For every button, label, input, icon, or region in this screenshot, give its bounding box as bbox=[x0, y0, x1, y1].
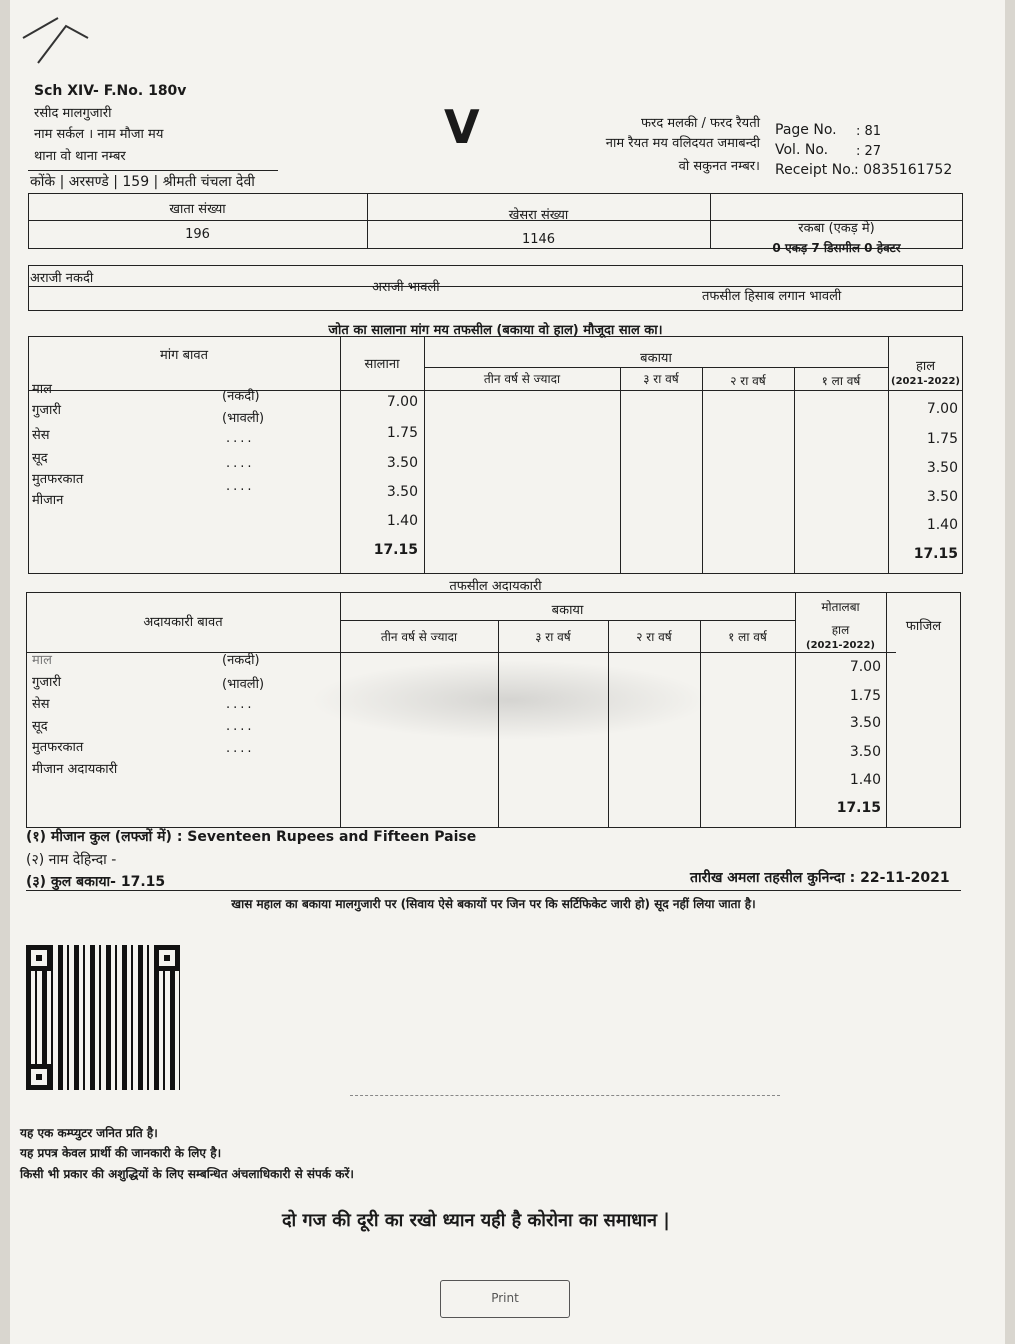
pen-mark-icon bbox=[18, 8, 98, 78]
haal-value: 1.75 bbox=[926, 431, 958, 447]
total-in-words: (१) मीजान कुल (लफ्जों में) : Seventeen Rupees and Fifteen Paise bbox=[26, 829, 477, 845]
haal-value: 3.50 bbox=[926, 460, 958, 476]
pay-haal-value: 3.50 bbox=[849, 715, 881, 731]
rakba-header: रकबा (एकड़ मे) bbox=[798, 221, 875, 236]
salana-value: 1.40 bbox=[386, 513, 418, 529]
header-right2: नाम रैयत मय वलिदयत जमाबन्दी bbox=[605, 136, 760, 151]
col-2-varsh: २ रा वर्ष bbox=[730, 374, 766, 388]
page-value: : 81 bbox=[856, 124, 882, 139]
vol-value: : 27 bbox=[856, 144, 882, 159]
araji-nakdi: अराजी नकदी bbox=[30, 271, 94, 286]
pay-dots: .... bbox=[226, 697, 255, 712]
col-pay-1: १ ला वर्ष bbox=[728, 630, 767, 644]
receipt-date: तारीख अमला तहसील कुनिन्दा : 22-11-2021 bbox=[690, 870, 950, 886]
col-pay-3: ३ रा वर्ष bbox=[535, 630, 571, 644]
pay-sub-bhawli: (भावली) bbox=[222, 677, 265, 692]
sood-note: खास महाल का बकाया मालगुजारी पर (सिवाय ऐसे बकायों पर जिन पर कि सर्टिफिकेट जारी हो) सूद नहीं लिया जाता है। bbox=[231, 897, 756, 911]
salana-value: 3.50 bbox=[386, 455, 418, 471]
araji-bhawli: अराजी भावली bbox=[372, 280, 440, 295]
pay-item-gujari: गुजारी bbox=[32, 675, 62, 690]
pay-haal-value: 1.40 bbox=[849, 772, 881, 788]
sch-number: Sch XIV- F.No. 180v bbox=[34, 83, 187, 99]
pay-haal-value: 1.75 bbox=[849, 688, 881, 704]
qr-code-icon bbox=[26, 945, 180, 1090]
khesra-header: खेसरा संख्या bbox=[508, 208, 569, 223]
header-line2: नाम सर्कल । नाम मौजा मय bbox=[34, 127, 164, 142]
demand-item-mizan: मीजान bbox=[32, 493, 64, 508]
demand-dots: .... bbox=[226, 456, 255, 471]
demand-item-sood: सूद bbox=[32, 451, 48, 466]
col-pay-haal: हाल bbox=[831, 623, 850, 637]
haal-total: 17.15 bbox=[913, 546, 958, 562]
demand-dots: .... bbox=[226, 479, 255, 494]
vol-label: Vol. No. bbox=[775, 142, 829, 158]
pay-dots: .... bbox=[226, 719, 255, 734]
salana-total: 17.15 bbox=[373, 542, 418, 558]
rakba-value: 0 एकड़ 7 डिसमील 0 हेक्टर bbox=[772, 241, 901, 255]
header-right1: फरद मलकी / फरद रैयती bbox=[641, 116, 760, 131]
header-line3: थाना वो थाना नम्बर bbox=[34, 149, 126, 164]
khata-value: 196 bbox=[185, 227, 210, 242]
corona-slogan: दो गज की दूरी का रखो ध्यान यही है कोरोना का समाधान | bbox=[282, 1210, 670, 1231]
col-motalba: मोतालबा bbox=[821, 600, 860, 614]
demand-item-mutafarkat: मुतफरकात bbox=[32, 472, 84, 487]
demand-sub-bhawli: (भावली) bbox=[222, 411, 265, 426]
header-right3: वो सकुनत नम्बर। bbox=[678, 159, 760, 174]
pay-item-ses: सेस bbox=[32, 697, 50, 712]
total-bakaya: (३) कुल बकाया- 17.15 bbox=[26, 874, 166, 890]
page-label: Page No. bbox=[775, 122, 837, 138]
haal-value: 7.00 bbox=[926, 401, 958, 417]
khata-header: खाता संख्या bbox=[169, 202, 226, 217]
demand-item-gujari: गुजारी bbox=[32, 403, 62, 418]
demand-item-ses: सेस bbox=[32, 428, 50, 443]
col-adaya-bawat: अदायकारी बावत bbox=[143, 615, 223, 630]
col-pay-bakaya: बकाया bbox=[551, 603, 584, 618]
receipt-value: : 0835161752 bbox=[854, 162, 953, 178]
receipt-paper bbox=[10, 0, 1005, 1344]
col-1-varsh: १ ला वर्ष bbox=[821, 374, 861, 388]
col-salana: सालाना bbox=[364, 357, 400, 372]
pay-dots: .... bbox=[226, 741, 255, 756]
salana-value: 7.00 bbox=[386, 394, 418, 410]
col-fazil: फाजिल bbox=[905, 619, 942, 634]
col-teen-varsh: तीन वर्ष से ज्यादा bbox=[483, 372, 561, 386]
pay-haal-total: 17.15 bbox=[836, 800, 881, 816]
col-bakaya: बकाया bbox=[640, 351, 672, 366]
disclaimer-2: यह प्रपत्र केवल प्रार्थी की जानकारी के लिए है। bbox=[20, 1146, 222, 1160]
salana-value: 3.50 bbox=[386, 484, 418, 500]
col-haal-year: (2021-2022) bbox=[891, 376, 960, 387]
v-mark: V bbox=[444, 100, 480, 154]
demand-item-mal: माल bbox=[32, 382, 52, 397]
disclaimer-3: किसी भी प्रकार की अशुद्धियों के लिए सम्बन्धित अंचलाधिकारी से संपर्क करें। bbox=[20, 1167, 354, 1181]
col-3-varsh: ३ रा वर्ष bbox=[643, 372, 679, 386]
khesra-value: 1146 bbox=[521, 232, 556, 247]
col-pay-teen: तीन वर्ष से ज्यादा bbox=[380, 630, 458, 644]
demand-sub-nakdi: (नकदी) bbox=[222, 389, 260, 404]
pay-item-mutafarkat: मुतफरकात bbox=[32, 740, 84, 755]
demand-title: जोत का सालाना मांग मय तफसील (बकाया वो हाल) मौजूदा साल का। bbox=[328, 323, 663, 338]
location-line: कोंके | अरसण्डे | 159 | श्रीमती चंचला देवी bbox=[30, 174, 255, 190]
receipt-label: Receipt No. bbox=[775, 162, 855, 178]
payer-name: (२) नाम देहिन्दा - bbox=[26, 852, 117, 868]
col-pay-2: २ रा वर्ष bbox=[636, 630, 672, 644]
pay-haal-value: 3.50 bbox=[849, 744, 881, 760]
col-mang-bawat: मांग बावत bbox=[159, 348, 209, 363]
print-button[interactable]: Print bbox=[440, 1280, 570, 1318]
pay-item-sood: सूद bbox=[32, 719, 48, 734]
payment-title: तफसील अदायकारी bbox=[449, 579, 542, 594]
col-pay-haal-year: (2021-2022) bbox=[806, 640, 875, 651]
tafsil-hisab: तफसील हिसाब लगान भावली bbox=[702, 289, 842, 304]
col-haal: हाल bbox=[915, 359, 936, 374]
haal-value: 3.50 bbox=[926, 489, 958, 505]
haal-value: 1.40 bbox=[926, 517, 958, 533]
disclaimer-1: यह एक कम्प्युटर जनित प्रति है। bbox=[20, 1126, 158, 1140]
pay-item-mizan: मीजान अदायकारी bbox=[32, 762, 118, 777]
pay-haal-value: 7.00 bbox=[849, 659, 881, 675]
salana-value: 1.75 bbox=[386, 425, 418, 441]
pay-sub-nakdi: (नकदी) bbox=[222, 653, 260, 668]
pay-item-mal: माल bbox=[32, 653, 52, 668]
demand-dots: .... bbox=[226, 431, 255, 446]
header-line1: रसीद मालगुजारी bbox=[34, 106, 112, 121]
